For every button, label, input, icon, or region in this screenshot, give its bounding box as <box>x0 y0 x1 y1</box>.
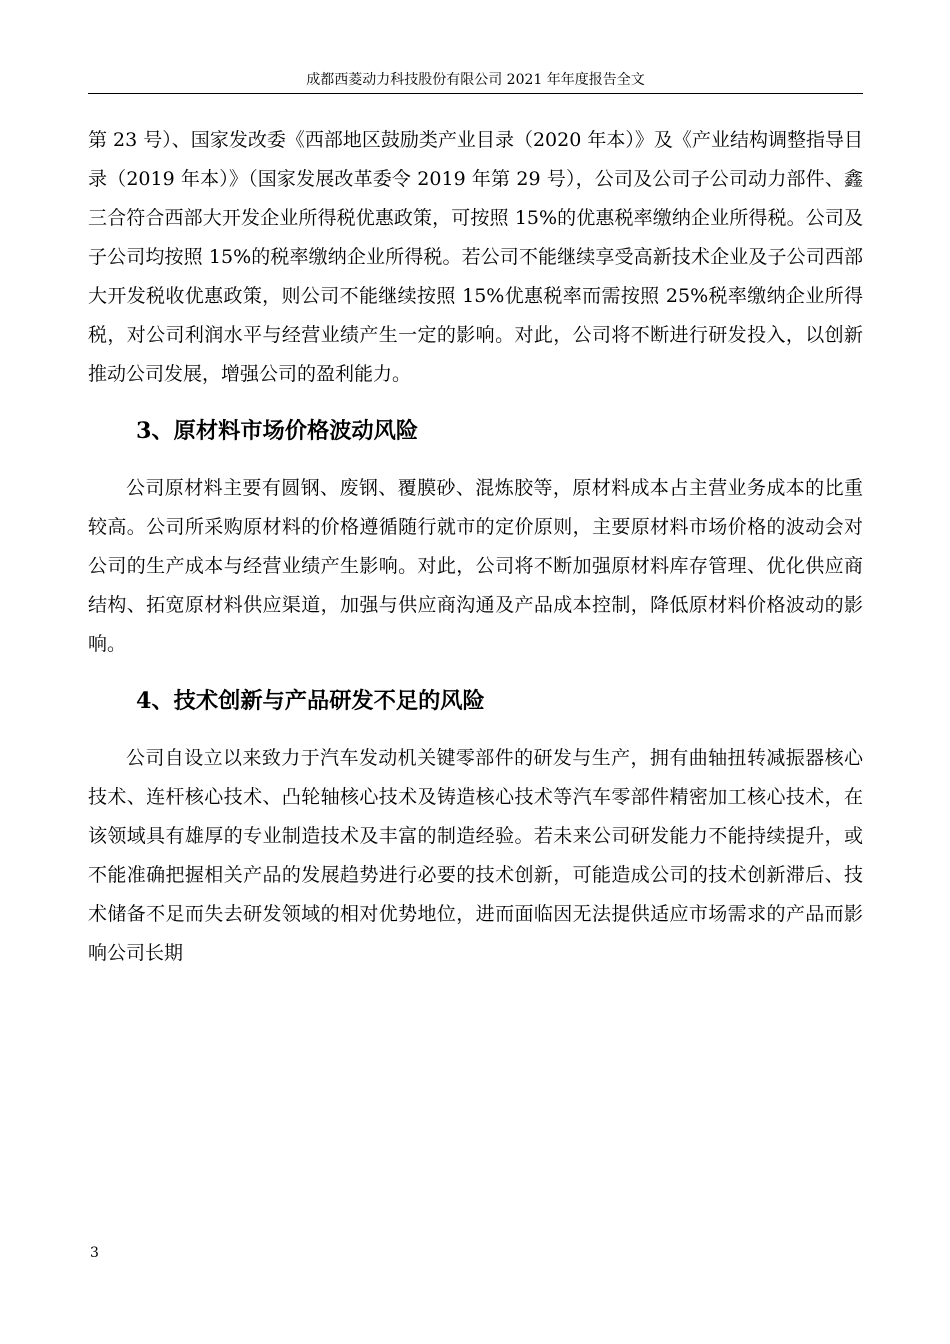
paragraph-rnd-risk: 公司自设立以来致力于汽车发动机关键零部件的研发与生产，拥有曲轴扭转减振器核心技术、连杆核心技术、凸轮轴核心技术及铸造核心技术等汽车零部件精密加工核心技术，在该领域具有雄厚的专业制造技术及丰富的制造经验。若未来公司研发能力不能持续提升，或不能准确把握相关产品的发展趋势进行必要的技术创新，可能造成公司的技术创新滞后、技术储备不足而失去研发领域的相对优势地位，进而面临因无法提供适应市场需求的产品而影响公司长期 <box>88 747 863 964</box>
page-number: 3 <box>90 1245 99 1261</box>
paragraph-raw-material-risk: 公司原材料主要有圆钢、废钢、覆膜砂、混炼胶等，原材料成本占主营业务成本的比重较高。公司所采购原材料的价格遵循随行就市的定价原则，主要原材料市场价格的波动会对公司的生产成本与经营业绩产生影响。对此，公司将不断加强原材料库存管理、优化供应商结构、拓宽原材料供应渠道，加强与供应商沟通及产品成本控制，降低原材料价格波动的影响。 <box>88 477 863 655</box>
document-body <box>88 121 863 973</box>
section-heading-raw-material-risk: 3、原材料市场价格波动风险 <box>136 418 419 444</box>
paragraph-tax-policy: 第 23 号）、国家发改委《西部地区鼓励类产业目录（2020 年本）》及《产业结构调整指导目录（2019 年本）》（国家发展改革委令 2019 年第 29 号），公司及公司子公司动力部件、鑫三合符合西部大开发企业所得税优惠政策，可按照 15%的优惠税率缴纳企业所得税。公司及子公司均按照 15%的税率缴纳企业所得税。若公司不能继续享受高新技术企业及子公司西部大开发税收优惠政策，则公司不能继续按照 15%优惠税率而需按照 25%税率缴纳企业所得税，对公司利润水平与经营业绩产生一定的影响。对此，公司将不断进行研发投入，以创新推动公司发展，增强公司的盈利能力。 <box>88 129 863 385</box>
section-heading-rnd-risk: 4、技术创新与产品研发不足的风险 <box>136 688 485 714</box>
header-divider <box>88 93 863 94</box>
page-header: 成都西菱动力科技股份有限公司 2021 年年度报告全文 <box>306 72 645 88</box>
